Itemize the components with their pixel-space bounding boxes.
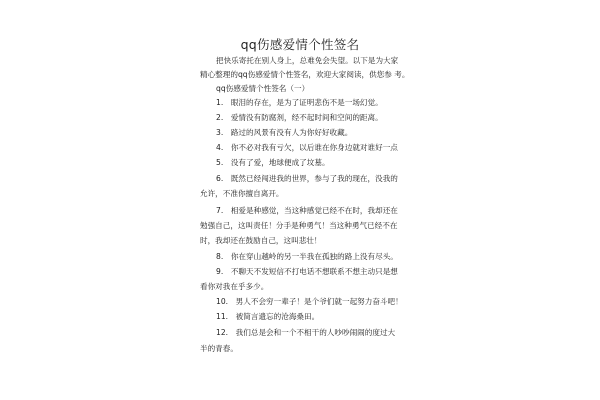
list-item: 1. 眼泪的存在，是为了证明悲伤不是一场幻觉。: [216, 98, 383, 107]
list-item: 3. 路过的风景有没有人为你好好收藏。: [216, 128, 353, 137]
document-title: qq伤感爱情个性签名: [240, 37, 360, 52]
list-item: 6. 既然已经闯进我的世界，参与了我的现在，没我的: [216, 174, 398, 183]
list-item: 4. 你不必对我有亏欠，以后谁在你身边就对谁好一点: [216, 143, 398, 152]
list-item-continuation: 半的青春。: [200, 344, 238, 353]
intro-line-1: 把快乐寄托在别人身上，总难免会失望。以下是为大家: [216, 56, 399, 65]
list-item-continuation: 看你对我在乎多少。: [200, 282, 269, 291]
list-item-continuation: 时，我却还在鼓励自己，这叫悲壮！: [200, 236, 322, 245]
list-item: 5. 没有了爱，地球便成了坟墓。: [216, 158, 330, 167]
list-item: 12. 我们总是会和一个不相干的人吵吵闹闹的度过大: [216, 328, 396, 337]
list-item: 11. 被简言遗忘的沧海桑田。: [216, 312, 320, 321]
section-heading: qq伤感爱情个性签名（一）: [216, 84, 310, 93]
list-item: 10. 男人不会穷一辈子！是个爷们就一起努力奋斗吧！: [216, 297, 403, 306]
list-item-continuation: 勉强自己，这叫责任！分手是种勇气！当这种勇气已经不在: [200, 221, 398, 230]
list-item: 7. 相爱是种感觉，当这种感觉已经不在时，我却还在: [216, 206, 398, 215]
intro-line-2: 精心整理的qq伤感爱情个性签名，欢迎大家阅读，供您参 考。: [200, 70, 410, 79]
list-item-continuation: 允许，不准你擅自离开。: [200, 189, 284, 198]
list-item: 2. 爱情没有防腐剂，经不起时间和空间的距离。: [216, 113, 383, 122]
list-item: 9. 不聊天不发短信不打电话不想联系不想主动只是想: [216, 267, 398, 276]
list-item: 8. 你在穿山越岭的另一半我在孤独的路上没有尽头。: [216, 252, 398, 261]
